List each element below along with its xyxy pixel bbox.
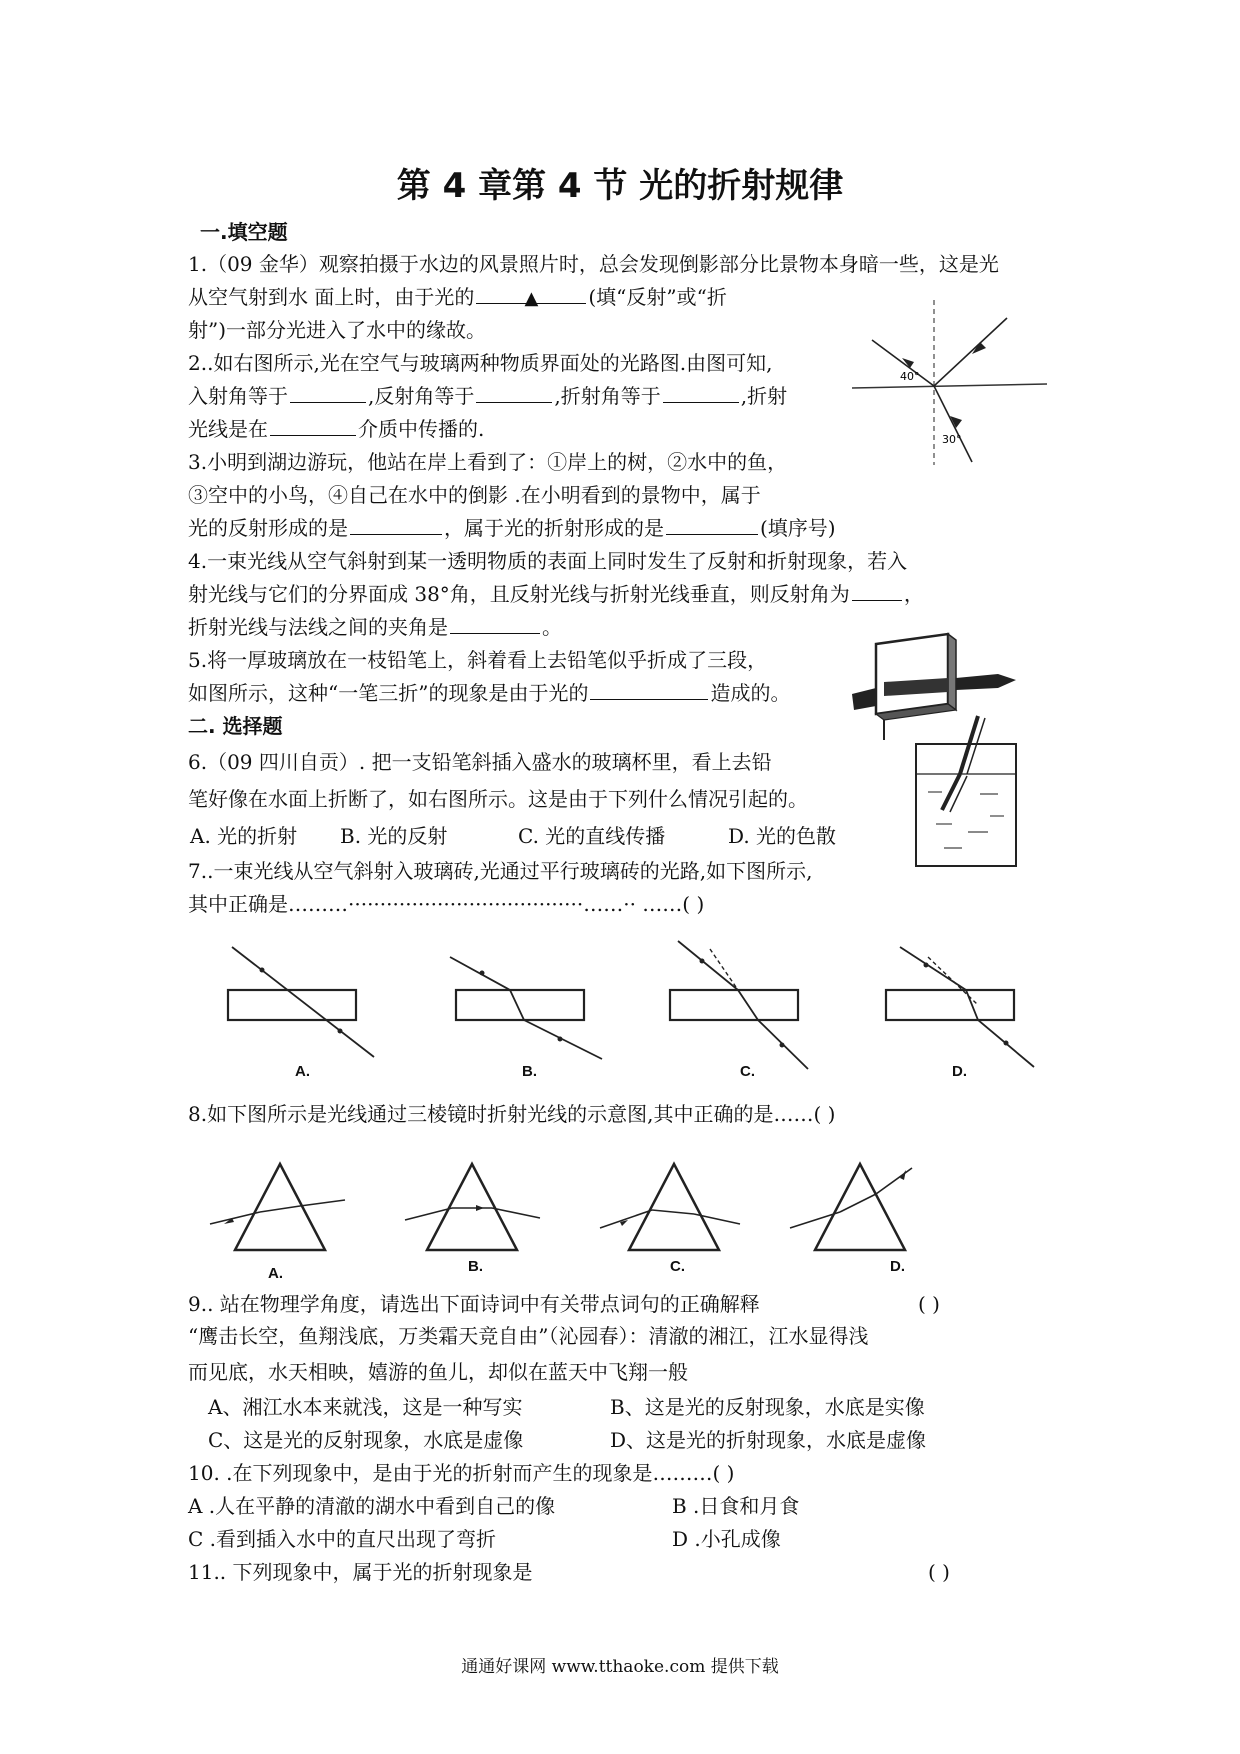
q10-option-c[interactable]: C .看到插入水中的直尺出现了弯折 <box>188 1527 497 1551</box>
q8-figure-b[interactable] <box>405 1164 540 1250</box>
q8-label-d: D. <box>890 1258 905 1275</box>
q1-text-b: (填“反射”或“折 <box>588 285 727 309</box>
q1-text-a: 从空气射到水 面上时，由于光的 <box>188 285 475 309</box>
q7-label-a: A. <box>295 1063 310 1080</box>
q2-line1: 2..如右图所示,光在空气与玻璃两种物质界面处的光路图.由图可知, <box>188 351 773 375</box>
q7-figure-a[interactable] <box>228 947 374 1057</box>
q4-blank-reflection-angle[interactable] <box>852 580 902 601</box>
q7-label-b: B. <box>522 1063 537 1080</box>
q7-figure-c[interactable] <box>670 941 808 1069</box>
q2-blank-reflection[interactable] <box>476 382 552 403</box>
q11-line1: 11.. 下列现象中，属于光的折射现象是 <box>188 1560 533 1584</box>
q9-option-d[interactable]: D、这是光的折射现象，水底是虚像 <box>610 1428 927 1452</box>
q7-glass-brick-options <box>210 935 1060 1075</box>
q4-blank-normal-angle[interactable] <box>450 613 540 634</box>
page-footer: 通通好课网 www.tthaoke.com 提供下载 <box>461 1657 779 1677</box>
q5-text-a: 如图所示，这种“一笔三折”的现象是由于光的 <box>188 681 589 705</box>
q9-line1: 9.. 站在物理学角度，请选出下面诗词中有关带点词句的正确解释 <box>188 1292 760 1316</box>
q11-answer-paren[interactable]: ( ) <box>928 1560 950 1584</box>
q8-figure-d[interactable] <box>790 1164 912 1250</box>
q3-line3 <box>188 514 836 542</box>
q5-line1: 5.将一厚玻璃放在一枝铅笔上，斜着看上去铅笔似乎折成了三段， <box>188 648 768 672</box>
q8-figure-a[interactable] <box>210 1164 345 1250</box>
q6-line2: 笔好像在水面上折断了，如右图所示。这是由于下列什么情况引起的。 <box>188 787 808 811</box>
q6-option-c[interactable]: C. 光的直线传播 <box>518 824 666 848</box>
q10-option-a[interactable]: A .人在平静的清澈的湖水中看到自己的像 <box>188 1494 556 1518</box>
q2-text-b: ,反射角等于 <box>368 384 475 408</box>
q2-text-a: 入射角等于 <box>188 384 288 408</box>
q2-line2 <box>188 382 787 410</box>
q8-label-a: A. <box>268 1265 283 1282</box>
q6-option-a[interactable]: A. 光的折射 <box>190 824 298 848</box>
q4-line2 <box>188 580 924 608</box>
q3-text-b: ，属于光的折射形成的是 <box>444 516 664 540</box>
q8-label-c: C. <box>670 1258 685 1275</box>
q5-blank[interactable] <box>590 679 708 700</box>
q9-answer-paren[interactable]: ( ) <box>918 1292 940 1316</box>
q8-line1: 8.如下图所示是光线通过三棱镜时折射光线的示意图,其中正确的是……( ) <box>188 1102 836 1126</box>
q4-text-a: 射光线与它们的分界面成 38°角，且反射光线与折射光线垂直，则反射角为 <box>188 582 850 606</box>
section-heading-choice: 二. 选择题 <box>188 714 283 738</box>
q7-label-d: D. <box>952 1063 967 1080</box>
q10-option-d[interactable]: D .小孔成像 <box>672 1527 781 1551</box>
q2-line3 <box>188 415 484 443</box>
q3-blank-refraction[interactable] <box>666 514 758 535</box>
q1-line3: 射”)一部分光进入了水中的缘故。 <box>188 318 487 342</box>
q1-line1: 1.（09 金华）观察拍摄于水边的风景照片时，总会发现倒影部分比景物本身暗一些，这是光 <box>188 252 999 276</box>
q9-line3: 而见底，水天相映，嬉游的鱼儿，却似在蓝天中飞翔一般 <box>188 1360 688 1384</box>
q1-line2 <box>188 283 727 311</box>
q3-blank-reflection[interactable] <box>350 514 442 535</box>
q7-line2: 其中正确是………·····································……·· ……( ) <box>188 892 705 916</box>
q4-line1: 4.一束光线从空气斜射到某一透明物质的表面上同时发生了反射和折射现象，若入 <box>188 549 908 573</box>
q3-line2: ③空中的小鸟，④自己在水中的倒影 .在小明看到的景物中，属于 <box>188 483 761 507</box>
q10-line1: 10. .在下列现象中，是由于光的折射而产生的现象是………( ) <box>188 1461 735 1485</box>
q3-text-a: 光的反射形成的是 <box>188 516 348 540</box>
q4-text-c: 折射光线与法线之间的夹角是 <box>188 615 448 639</box>
q2-text-e: 光线是在 <box>188 417 268 441</box>
page-title: 第 4 章第 4 节 光的折射规律 <box>396 166 844 206</box>
q4-text-b: ， <box>903 582 924 606</box>
q9-option-b[interactable]: B、这是光的反射现象，水底是实像 <box>610 1395 925 1419</box>
triangle-marker-icon: ▲ <box>524 288 539 309</box>
q2-angle-label-30: 30° <box>942 433 962 446</box>
q5-line2 <box>188 679 790 707</box>
q9-line2: “鹰击长空，鱼翔浅底，万类霜天竞自由”（沁园春）：清澈的湘江，江水显得浅 <box>188 1324 869 1348</box>
q6-line1: 6.（09 四川自贡）. 把一支铅笔斜插入盛水的玻璃杯里，看上去铅 <box>188 750 772 774</box>
q1-answer-blank[interactable] <box>476 283 586 309</box>
q4-text-d: 。 <box>542 615 562 639</box>
q2-light-path-diagram <box>852 300 1052 470</box>
q6-option-d[interactable]: D. 光的色散 <box>728 824 837 848</box>
q7-line1: 7..一束光线从空气斜射入玻璃砖,光通过平行玻璃砖的光路,如下图所示, <box>188 859 813 883</box>
section-heading-fill-blank: 一.填空题 <box>200 220 288 244</box>
q3-line1: 3.小明到湖边游玩，他站在岸上看到了：①岸上的树，②水中的鱼， <box>188 450 788 474</box>
q5-text-b: 造成的。 <box>710 681 791 705</box>
q8-figure-c[interactable] <box>600 1164 740 1250</box>
q8-prism-options <box>200 1158 940 1258</box>
q2-blank-refraction[interactable] <box>663 382 739 403</box>
q9-option-c[interactable]: C、这是光的反射现象，水底是虚像 <box>208 1428 524 1452</box>
q2-angle-label-40: 40° <box>900 370 920 383</box>
q2-blank-incidence[interactable] <box>290 382 366 403</box>
q2-text-c: ,折射角等于 <box>554 384 661 408</box>
q7-figure-b[interactable] <box>450 957 602 1059</box>
q2-text-d: ,折射 <box>740 384 788 408</box>
q10-option-b[interactable]: B .日食和月食 <box>672 1494 800 1518</box>
q6-pencil-in-water-diagram <box>908 712 1028 872</box>
q7-label-c: C. <box>740 1063 755 1080</box>
q2-blank-medium[interactable] <box>270 415 356 436</box>
q6-option-b[interactable]: B. 光的反射 <box>340 824 448 848</box>
q4-line3 <box>188 613 562 641</box>
q7-figure-d[interactable] <box>886 947 1034 1067</box>
q9-option-a[interactable]: A、湘江水本来就浅，这是一种写实 <box>208 1395 523 1419</box>
q2-text-f: 介质中传播的. <box>358 417 485 441</box>
q8-label-b: B. <box>468 1258 483 1275</box>
q3-text-c: (填序号) <box>760 516 836 540</box>
